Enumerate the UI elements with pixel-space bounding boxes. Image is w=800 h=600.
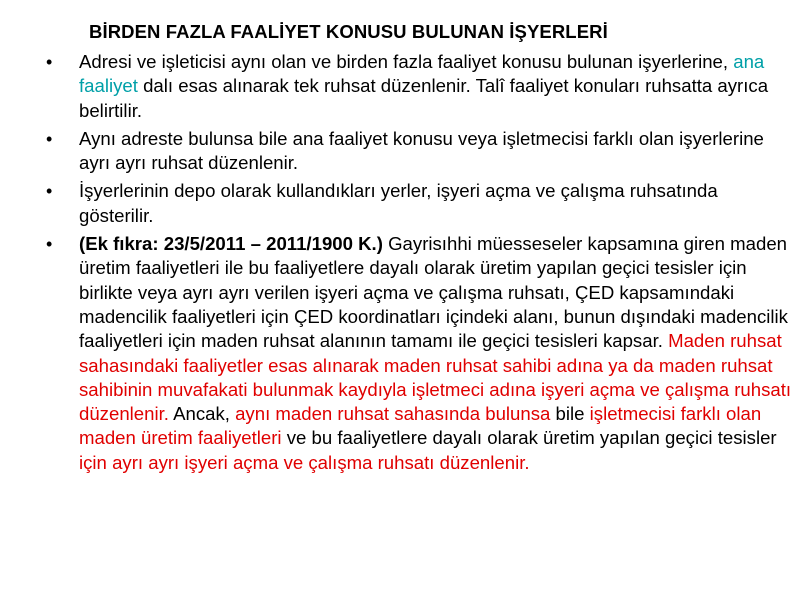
bullet-item bbox=[0, 179, 800, 228]
highlight-red-text: aynı maden ruhsat sahasında bulunsa bbox=[235, 403, 551, 425]
bullet-text: bile bbox=[550, 403, 590, 425]
bullet-icon: • bbox=[46, 52, 53, 72]
bullet-text: dalı esas alınarak tek ruhsat düzenlenir. Talî faaliyet konuları ruhsatta ayrıca belirtilir. bbox=[79, 75, 769, 121]
slide-title: BİRDEN FAZLA FAALİYET KONUSU BULUNAN İŞYERLERİ bbox=[89, 21, 608, 42]
bullet-item bbox=[0, 50, 800, 123]
bullet-text: Ancak, bbox=[168, 403, 236, 425]
highlight-red-text: işletmecisi farklı olan maden üretim faaliyetleri bbox=[79, 403, 762, 449]
bullet-text: Adresi ve işleticisi aynı olan ve birden fazla faaliyet konusu bulunan işyerlerine, bbox=[79, 51, 734, 72]
bullet-text: Aynı adreste bulunsa bile ana faaliyet konusu veya işletmecisi farklı olan işyerlerine ayrı ayrı ruhsat düzenlenir. bbox=[79, 127, 764, 174]
bullet-item bbox=[0, 127, 800, 176]
bullet-icon: • bbox=[46, 234, 53, 255]
bullet-item bbox=[0, 232, 800, 475]
highlight-teal-text: ana faaliyet bbox=[79, 51, 765, 97]
highlight-red-text: için ayrı ayrı işyeri açma ve çalışma ruhsatı düzenlenir. bbox=[79, 451, 530, 473]
bullet-icon: • bbox=[46, 128, 53, 149]
amendment-reference: (Ek fıkra: 23/5/2011 – 2011/1900 K.) bbox=[79, 233, 383, 255]
highlight-red-text: Maden ruhsat sahasındaki faaliyetler esas alınarak maden ruhsat sahibi adına ya da maden ruhsat sahibinin muvafakati bulunmak kaydıyla işletmeci adına işyeri açma ve çalışma ruhsatı düzenlenir. bbox=[79, 330, 792, 425]
bullet-text: Gayrisıhhi müesseseler kapsamına giren maden üretim faaliyetleri ile bu faaliyetlere dayalı olarak üretim yapılan geçici tesisler için birlikte veya ayrı ayrı verilen işyeri açma ve çalışma ruhsatı, ÇED kapsamındaki madencilik faaliyetleri için ÇED koordinatları içindeki alanı, bunun dışındaki madencilik faaliyetleri için maden ruhsat alanının tamamı ile geçici tesisleri kapsar. bbox=[79, 233, 788, 352]
bullet-list bbox=[0, 50, 800, 479]
bullet-text: İşyerlerinin depo olarak kullandıkları yerler, işyeri açma ve çalışma ruhsatında gösterilir. bbox=[79, 180, 718, 226]
bullet-text: ve bu faaliyetlere dayalı olarak üretim yapılan geçici tesisler bbox=[281, 427, 777, 449]
bullet-icon: • bbox=[46, 181, 53, 202]
